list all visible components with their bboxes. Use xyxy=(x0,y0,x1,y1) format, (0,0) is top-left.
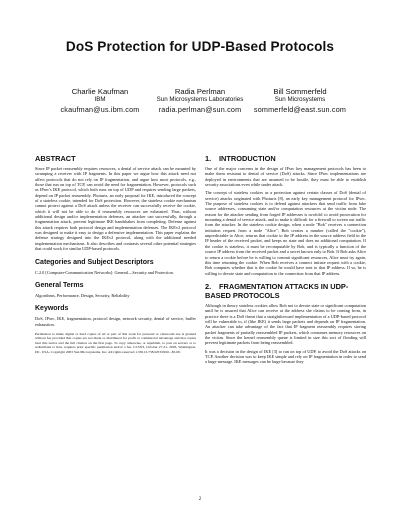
intro-paragraph-2: The concept of stateless cookies as a protection against certain classes of DoS (denial of service) attacks originated with Photuris [8], an early key management protocol for IPsec. The purpose of stateless cookies is to defend against attackers that send traffic from fake source addresses, consuming state and/or computation resources at the victim node. The reason for the attacker sending from forged IP addresses is twofold: to avoid prosecution for mounting a denial of service attack, and to make it difficult for a firewall to screen out traffic from the attacker. In the stateless cookie design, when a node "Bob" receives a connection initiation request from a node "Alice", Bob creates a number (called the "cookie"), unpredictable to Alice, returns that cookie to the IP address in the source address field in the IP header of the received packet, and keeps no state and does no additional computation. If the cookie is stateless, it must be recomputable by Bob, and is typically a function of the source IP address from the received packet and a secret known only to Bob. If Bob asks Alice to return a cookie before he is willing to commit significant resources, Alice must try again, this time returning the cookie. When Bob receives a connect initiate request with a cookie, Bob computes whether that is the cookie he would have sent to that IP address. If so, he is willing to devote state and computation to the connection from that IP address. xyxy=(205,190,366,276)
section-number: 2. xyxy=(205,281,212,291)
author-email: sommerfeld@east.sun.com xyxy=(253,105,347,114)
section-heading-fragmentation xyxy=(205,282,366,300)
keywords-heading: Keywords xyxy=(35,305,69,313)
author-email: ckaufman@us.ibm.com xyxy=(60,105,140,114)
general-terms-text: Algorithms, Performance, Design, Security, Reliability xyxy=(35,292,130,298)
permission-notice: Permission to make digital or hard copies of all or part of this work for personal or classroom use is granted without fee provided that copies are not made or distributed for profit or commercial advantage and that copies bear this notice and the full citation on the first page. To copy otherwise, or republish, to post on servers or to redistribute to lists, requires prior specific permission and/or a fee. CCS'03, October 27-31, 2003, Washington, DC, USA. Copyright 2003 Sun Microsystems, Inc. All rights reserved 1-58113-738-9/03/0010...$5.00. xyxy=(35,331,196,354)
author-name: Bill Sommerfeld xyxy=(273,87,327,96)
author-email: radia.perlman@sun.com xyxy=(158,105,242,114)
author-block xyxy=(0,87,400,127)
categories-heading: Categories and Subject Descriptors xyxy=(35,258,154,266)
general-terms-heading: General Terms xyxy=(35,281,84,289)
section-heading-introduction xyxy=(205,154,366,163)
author-name: Charlie Kaufman xyxy=(71,87,129,96)
section-title: FRAGMENTATION ATTACKS IN UDP-BASED PROTOCOLS xyxy=(205,281,349,300)
fragmentation-paragraph-1: Although in theory stateless cookies allow Bob not to devote state or significant computation until he is assured that Alice can receive at the address she claims to be coming from, in practice there is a DoS threat that a straightforward implementation of a UDP-based protocol will be vulnerable to, if (like IKE) it sends large packets and depends on IP fragmentation. An attacker can take advantage of the fact that IP fragment reassembly requires storing packet fragments of partially reassembled IP packets, which consumes memory resources on the victim. Since the kernel reassembly queue is limited in size this sort of flooding will prevent legitimate packets from being reassembled. xyxy=(205,302,366,346)
intro-paragraph-1: One of the major concerns in the design of IPsec key management protocols has been to make them resistant to denial of service (DoS) attacks. Since IPsec implementations are deployed in environments that are assumed to be hostile, they must be able to establish security associations even while under attack. xyxy=(205,166,366,188)
author-name: Radia Perlman xyxy=(174,87,226,96)
left-column xyxy=(35,154,196,357)
abstract-text: Since IP packet reassembly requires resources, a denial of service attack can be mounted by swamping a receiver with IP fragments. In this paper we argue how this attack need not affect protocols that do not rely on IP fragmentation, and argue how most protocols, e.g., those that run on top of TCP, can avoid the need for fragmentation. However, protocols such as IPsec's IKE protocol, which both runs on top of UDP and requires sending large packets, depend on IP packet reassembly. Photuris, an early proposal for IKE, introduced the concept of a stateless cookie, intended for DoS protection. However, the stateless cookie mechanism cannot protect against a DoS attack unless the receiver can successfully receive the cookie, which it will not be able to do if reassembly resources are exhausted. Thus, without additional design and/or implementation defenses, an attacker can successfully, through a fragmentation attack, prevent legitimate IKE handshakes from completing. Defense against this attack requires both protocol design and implementation defenses. The IKEv2 protocol was designed to make it easy to design a defensive implementation. This paper explains the defense strategy designed into the IKEv2 protocol, along with the additional needed implementation mechanisms. It also describes and contrasts several other potential strategies that could work for similar UDP-based protocols. xyxy=(35,166,196,252)
section-title: INTRODUCTION xyxy=(219,154,276,163)
page-number: 2 xyxy=(198,497,202,502)
section-number: 1. xyxy=(205,154,212,163)
paper-title: DoS Protection for UDP-Based Protocols xyxy=(65,39,335,54)
author-3 xyxy=(235,87,365,116)
categories-text: C.2.0 [Computer-Communication Networks]: General—Security and Protection. xyxy=(35,269,174,275)
keywords-text: DoS, IPsec, IKE, fragmentation, protocol design, network security, denial of service, buffer exhaustion. xyxy=(35,316,196,327)
right-column xyxy=(205,154,366,368)
author-affiliation: Sun Microsystems xyxy=(274,96,326,103)
author-affiliation: IBM xyxy=(94,96,106,103)
author-affiliation: Sun Microsystems Laboratories xyxy=(156,96,244,103)
abstract-heading: ABSTRACT xyxy=(35,154,76,163)
fragmentation-paragraph-2: It was a decision in the design of IKE [3] to run on top of UDP, to avoid the DoS attacks on TCP. Another decision was to keep IKE simple and rely on IP fragmentation in order to send a large message. IKE messages can be large because they xyxy=(205,348,366,365)
